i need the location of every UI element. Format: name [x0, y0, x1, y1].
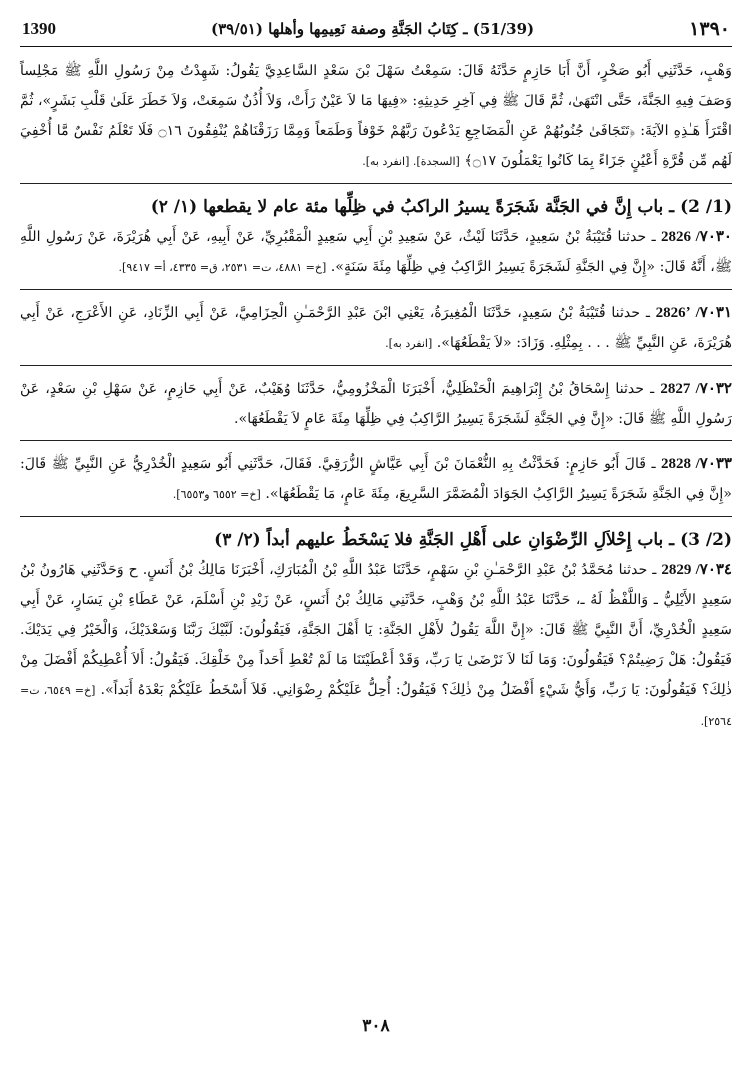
hadith-text: ـ حدثنا قُتَيْبَةُ بْنُ سَعِيدٍ، حَدَّثَنَا لَيْثٌ، عَنْ سَعِيدِ بْنِ أَبِي سَعِيدٍ الْمَقْبُرِيِّ، عَنْ أَبِيهِ، عَنْ أَبِي هُرَيْرَةَ، عَنْ رَسُولِ اللَّهِ ﷺ، أَنَّهُ قَالَ: «إِنَّ فِي الجَنَّةِ لَشَجَرَةً يَسِيرُ الرَّاكِبُ فِي ظِلِّهَا مِئَةَ سَنَةٍ».: [20, 229, 732, 275]
page-body: [20, 56, 732, 737]
hadith-number: ٧٠٣٠/ 2826: [661, 229, 732, 245]
hadith-number: ٧٠٣٢/ 2827: [660, 381, 732, 397]
hadith-ref: [خ= ٦٥٥٢ و٦٥٥٣].: [172, 488, 261, 501]
hadith-ref: [خ= ٤٨٨١، ت= ٢٥٣١، ق= ٤٣٣٥، أ= ٩٤١٧].: [118, 261, 327, 274]
hadith-ref: [انفرد به].: [385, 337, 433, 350]
hadith-7034: [20, 555, 732, 737]
intro-ref: [السجدة]. [انفرد به].: [362, 155, 460, 168]
hadith-number: ٧٠٣٤/ 2829: [661, 562, 732, 578]
hadith-number: ٧٠٣١/ 2826ʼ: [655, 305, 732, 321]
page-number-latin: 1390: [22, 19, 56, 38]
header-rule: [20, 46, 732, 47]
hadith-text: ـ حدثنا قُتَيْبَةُ بْنُ سَعِيدٍ، حَدَّثَنَا الْمُغِيرَةُ، يَعْنِي ابْنَ عَبْدِ الرَّحْمَـٰنِ الْحِزَامِيَّ، عَنْ أَبِي الزِّنَادِ، عَنِ الأَعْرَجِ، عَنْ أَبِي هُرَيْرَةَ، عَنِ النَّبِيِّ ﷺ . . . بِمِثْلِهِ. وَزَادَ: «لاَ يَقْطَعُهَا».: [20, 305, 732, 351]
hadith-text: ـ قَالَ أَبُو حَازِمٍ: فَحَدَّثْتُ بِهِ النُّعْمَانَ بْنَ أَبِي عَيَّاشٍ الزُّرَقِيَّ. فَقَالَ، حَدَّثَنِي أَبُو سَعِيدٍ الْخُدْرِيُّ عَنِ النَّبِيِّ ﷺ قَالَ: «إِنَّ فِي الجَنَّةِ شَجَرَةً يَسِيرُ الرَّاكِبُ الجَوَادَ الْمُضَمَّرَ السَّرِيعَ، مِئَةَ عَامٍ، مَا يَقْطَعُهَا».: [20, 456, 732, 502]
intro-paragraph: [20, 56, 732, 177]
hadith-7032: [20, 374, 732, 434]
page-number-arabic: ١٣٩٠: [689, 18, 730, 40]
divider: [20, 183, 732, 184]
divider: [20, 289, 732, 290]
chapter-heading-2: (2/ 3) ـ باب إِحْلاَلِ الرِّضْوَانِ على أَهْلِ الجَنَّةِ فلا يَسْخَطُ عليهم أبداً (٢/ ٣): [214, 530, 732, 550]
chapter-heading-1: (1/ 2) ـ باب إِنَّ في الجَنَّة شَجَرَةً يسيرُ الراكبُ في ظِلِّها مئة عام لا يقطعها (١/ ٢): [150, 197, 732, 217]
hadith-7030: [20, 222, 732, 283]
running-title: (51/39) ـ كِتَابُ الجَنَّةِ وصفة نَعِيمِها وأهلها (٣٩/٥١): [211, 20, 535, 38]
hadith-number: ٧٠٣٣/ 2828: [660, 456, 732, 472]
divider: [20, 440, 732, 441]
hadith-text: ـ حدثنا إِسْحَاقُ بْنُ إِبْرَاهِيمَ الْحَنْظَلِيُّ، أَخْبَرَنَا الْمَخْزُومِيُّ، حَدَّثَنَا وُهَيْبٌ، عَنْ أَبِي حَازِمٍ، عَنْ سَهْلِ بْنِ سَعْدٍ، عَنْ رَسُولِ اللَّهِ ﷺ قَالَ: «إِنَّ فِي الجَنَّةِ لَشَجَرَةً يَسِيرُ الرَّاكِبُ فِي ظِلِّهَا مِئَةَ عَامٍ لاَ يَقْطَعُهَا».: [20, 381, 732, 427]
hadith-text: ـ حدثنا مُحَمَّدُ بْنُ عَبْدِ الرَّحْمَـٰنِ بْنِ سَهْمٍ، حَدَّثَنَا عَبْدُ اللَّهِ بْنُ الْمُبَارَكِ، أَخْبَرَنَا مَالِكُ بْنُ أَنَسٍ. ح وَحَدَّثَنِي هَارُونُ بْنُ سَعِيدٍ الأَيْلِيُّ ـ وَاللَّفْظُ لَهُ ـ، حَدَّثَنَا عَبْدُ اللَّهِ بْنُ وَهْبٍ، حَدَّثَنِي مَالِكُ بْنُ أَنَسٍ، عَنْ زَيْدِ بْنِ أَسْلَمَ، عَنْ عَطَاءِ بْنِ يَسَارٍ، عَنْ أَبِي سَعِيدٍ الْخُدْرِيِّ، أَنَّ النَّبِيَّ ﷺ قَالَ: «إِنَّ اللَّهَ يَقُولُ لأَهْلِ الجَنَّةِ: يَا أَهْلَ الجَنَّةِ، فَيَقُولُونَ: لَبَّيْكَ رَبَّنَا وَسَعْدَيْكَ، وَالْخَيْرُ فِي يَدَيْكَ. فَيَقُولُ: هَلْ رَضِيتُمْ؟ فَيَقُولُونَ: وَمَا لَنَا لاَ نَرْضَىٰ يَا رَبِّ، وَقَدْ أَعْطَيْتَنَا مَا لَمْ تُعْطِ أَحَداً مِنْ خَلْقِكَ. فَيَقُولُ: أَلاَ أُعْطِيكُمْ أَفْضَلَ مِنْ ذٰلِكَ؟ فَيَقُولُونَ: يَا رَبِّ، وَأَيُّ شَيْءٍ أَفْضَلُ مِنْ ذٰلِكَ؟ فَيَقُولُ: أُحِلُّ عَلَيْكُمْ رِضْوَانِي. فَلاَ أَسْخَطُ عَلَيْكُمْ بَعْدَهُ أَبَداً».: [20, 562, 732, 698]
page-header: [22, 14, 730, 44]
page-footer-number: ٣٠٨: [362, 1016, 390, 1036]
divider: [20, 516, 732, 517]
divider: [20, 365, 732, 366]
hadith-7031: [20, 298, 732, 359]
hadith-7033: [20, 449, 732, 510]
intro-text: وَهْبٍ، حَدَّثَنِي أَبُو صَخْرٍ، أَنَّ أَبَا حَازِمٍ حَدَّثَهُ قَالَ: سَمِعْتُ سَهْلَ بْنَ سَعْدٍ السَّاعِدِيَّ يَقُولُ: شَهِدْتُ مِنْ رَسُولِ اللَّهِ ﷺ مَجْلِساً وَصَفَ فِيهِ الجَنَّةَ، حَتَّى انْتَهَىٰ، ثُمَّ قَالَ ﷺ فِي آخِرِ حَدِيثِهِ: «فِيهَا مَا لاَ عَيْنٌ رَأَتْ، وَلاَ أُذُنٌ سَمِعَتْ، وَلاَ خَطَرَ عَلَىٰ قَلْبِ بَشَرٍ»، ثُمَّ اقْتَرَأَ هَـٰذِهِ الآيَةَ: ﴿تَتَجَافَىٰ جُنُوبُهُمْ عَنِ الْمَضَاجِعِ يَدْعُونَ رَبَّهُمْ خَوْفاً وَطَمَعاً وَمِمَّا رَزَقْنَاهُمْ يُنْفِقُونَ ۝١٦ فَلَا تَعْلَمُ نَفْسٌ مَّا أُخْفِيَ لَهُم مِّن قُرَّةِ أَعْيُنٍ جَزَاءً بِمَا كَانُوا يَعْمَلُونَ ۝١٧﴾: [20, 63, 732, 169]
hadith-ref: [خ= ٦٥٤٩، ت= ٢٥٦٤].: [20, 684, 732, 728]
